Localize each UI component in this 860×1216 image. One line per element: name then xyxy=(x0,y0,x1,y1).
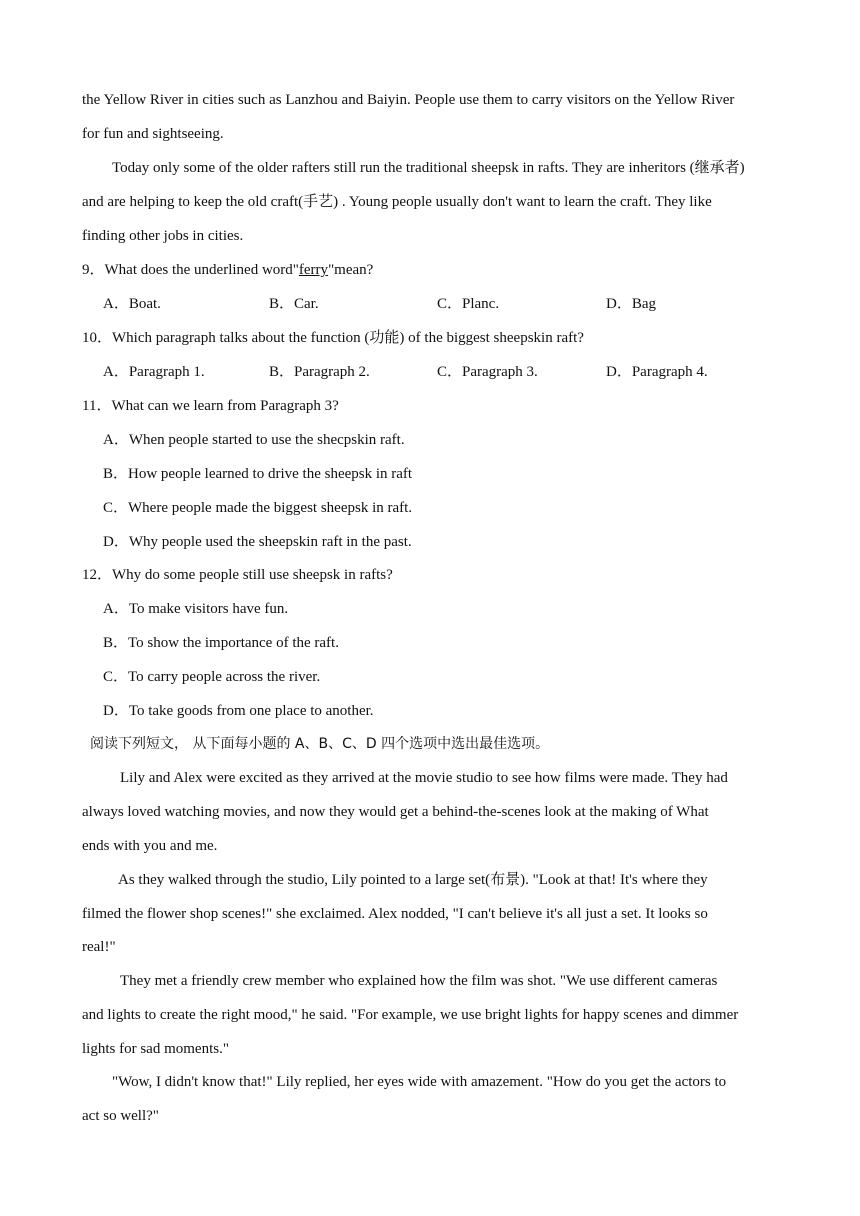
question-12-option-d[interactable]: D．To take goods from one place to another. xyxy=(103,703,374,719)
question-10-option-c[interactable]: C．Paragraph 3. xyxy=(437,364,538,380)
passage-text-line: the Yellow River in cities such as Lanzhou and Baiyin. People use them to carry visitors on the Yellow River xyxy=(82,92,735,108)
passage-text-line: finding other jobs in cities. xyxy=(82,228,244,244)
question-11-option-a[interactable]: A．When people started to use the shecpskin raft. xyxy=(103,432,405,448)
passage-text-line: real!" xyxy=(82,939,116,955)
question-12-option-a[interactable]: A．To make visitors have fun. xyxy=(103,601,289,617)
passage-text-line: act so well?" xyxy=(82,1108,159,1124)
passage-text-line: and lights to create the right mood," he said. "For example, we use bright lights for happy scenes and dimmer xyxy=(82,1007,739,1023)
question-9-option-d[interactable]: D．Bag xyxy=(606,296,656,312)
passage-text-line: and are helping to keep the old craft(手艺) . Young people usually don't want to learn the craft. They like xyxy=(82,194,712,210)
section-instruction: 阅读下列短文， 从下面每小题的 A、B、C、D 四个选项中选出最佳选项。 xyxy=(90,736,550,752)
passage-text-line: for fun and sightseeing. xyxy=(82,126,224,142)
question-10-stem: 10．Which paragraph talks about the function (功能) of the biggest sheepskin raft? xyxy=(82,330,584,346)
question-12-stem: 12．Why do some people still use sheepsk in rafts? xyxy=(82,567,393,583)
passage-text-line: filmed the flower shop scenes!" she exclaimed. Alex nodded, "I can't believe it's all just a set. It looks so xyxy=(82,906,708,922)
question-9-option-c[interactable]: C．Planc. xyxy=(437,296,500,312)
passage-text-line: Lily and Alex were excited as they arrived at the movie studio to see how films were made. They had xyxy=(120,770,728,786)
question-10-option-d[interactable]: D．Paragraph 4. xyxy=(606,364,708,380)
passage-text-line: They met a friendly crew member who explained how the film was shot. "We use different cameras xyxy=(120,973,718,989)
question-11-option-b[interactable]: B．How people learned to drive the sheepsk in raft xyxy=(103,466,413,482)
question-11-option-c[interactable]: C．Where people made the biggest sheepsk in raft. xyxy=(103,500,413,516)
question-12-option-c[interactable]: C．To carry people across the river. xyxy=(103,669,321,685)
passage-text-line: "Wow, I didn't know that!" Lily replied, her eyes wide with amazement. "How do you get the actors to xyxy=(112,1074,727,1090)
question-10-option-b[interactable]: B．Paragraph 2. xyxy=(269,364,370,380)
passage-text-line: ends with you and me. xyxy=(82,838,218,854)
question-9-stem: 9．What does the underlined word"ferry"mean? xyxy=(82,262,374,278)
passage-text-line: Today only some of the older rafters still run the traditional sheepsk in rafts. They are inheritors (继承者) xyxy=(112,160,745,176)
question-9-option-b[interactable]: B．Car. xyxy=(269,296,319,312)
passage-text-line: always loved watching movies, and now they would get a behind-the-scenes look at the making of What xyxy=(82,804,709,820)
passage-text-line: lights for sad moments." xyxy=(82,1041,229,1057)
question-11-option-d[interactable]: D．Why people used the sheepskin raft in the past. xyxy=(103,534,412,550)
question-12-option-b[interactable]: B．To show the importance of the raft. xyxy=(103,635,339,651)
passage-text-line: As they walked through the studio, Lily pointed to a large set(布景). "Look at that! It's where they xyxy=(118,872,708,888)
question-10-option-a[interactable]: A．Paragraph 1. xyxy=(103,364,205,380)
underlined-word: ferry xyxy=(298,262,329,278)
question-11-stem: 11．What can we learn from Paragraph 3? xyxy=(82,398,339,414)
question-9-option-a[interactable]: A．Boat. xyxy=(103,296,161,312)
